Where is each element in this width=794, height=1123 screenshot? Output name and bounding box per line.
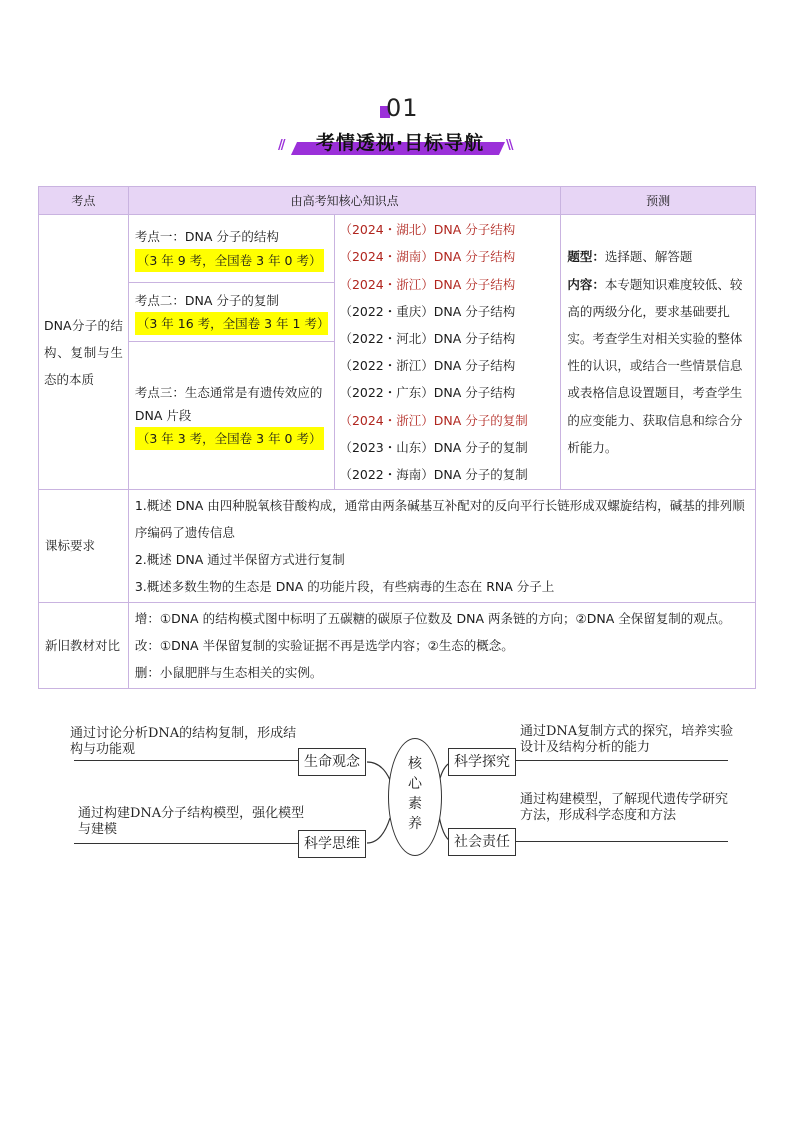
section-title: 考情透视·目标导航 (315, 132, 485, 154)
section-title-banner (280, 128, 520, 158)
table-row (39, 603, 756, 689)
header-topic: 考点 (39, 187, 129, 215)
exam-list-item: （2022・河北）DNA 分子结构 (339, 330, 516, 346)
compare-item-add: 增：①DNA 的结构模式图中标明了五碳糖的碳原子位数及 DNA 两条链的方向；②DNA 全保留复制的观点。 (134, 611, 731, 627)
literacy-text-society: 通过构建模型，了解现代遗传学研究方法，形成科学态度和方法 (520, 792, 729, 823)
point-3-stats: （3 年 3 考，全国卷 3 年 0 考） (135, 427, 324, 450)
curriculum-label: 课标要求 (39, 490, 129, 603)
literacy-text-inquiry: 通过DNA复制方式的探究，培养实验设计及结构分析的能力 (520, 724, 734, 755)
exam-analysis-table (38, 186, 756, 689)
exam-list-item: （2024・浙江）DNA 分子结构 (339, 276, 516, 292)
table-header-row (39, 187, 756, 215)
point-2-stats: （3 年 16 考，全国卷 3 年 1 考） (135, 312, 329, 335)
literacy-box-life: 生命观念 (298, 748, 366, 776)
exam-list-item: （2022・重庆）DNA 分子结构 (339, 303, 516, 319)
literacy-text-thinking: 通过构建DNA分子结构模型，强化模型与建模 (78, 806, 305, 837)
point-3-name: 考点三：生态通常是有遗传效应的 DNA 片段 (134, 385, 323, 424)
exam-list-item: （2024・浙江）DNA 分子的复制 (339, 412, 528, 428)
curriculum-content (128, 490, 755, 603)
exam-list-item: （2022・海南）DNA 分子的复制 (339, 466, 528, 482)
topic-cell: DNA分子的结构、复制与生态的本质 (39, 215, 129, 490)
literacy-line-inquiry (516, 760, 728, 761)
literacy-box-thinking: 科学思维 (298, 830, 366, 858)
literacy-text-life: 通过讨论分析DNA的结构复制，形成结构与功能观 (70, 726, 297, 757)
literacy-box-society: 社会责任 (448, 828, 516, 856)
core-literacy-diagram (70, 718, 735, 860)
compare-item-change: 改：①DNA 半保留复制的实验证据不再是选学内容；②生态的概念。 (134, 638, 514, 654)
literacy-line-thinking (74, 843, 300, 844)
point-1-name: 考点一：DNA 分子的结构 (134, 229, 279, 245)
exam-list-item: （2024・湖北）DNA 分子结构 (339, 222, 516, 238)
point-2-name: 考点二：DNA 分子的复制 (134, 293, 279, 308)
point-1-stats: （3 年 9 考，全国卷 3 年 0 考） (135, 249, 324, 272)
exam-list-cell (335, 215, 561, 490)
exam-list-item: （2024・湖南）DNA 分子结构 (339, 249, 516, 265)
type-value: 选择题、解答题 (604, 249, 693, 265)
section-number-text: 01 (386, 94, 419, 122)
exam-list-item: （2022・浙江）DNA 分子结构 (339, 358, 516, 374)
curriculum-item: 2.概述 DNA 通过半保留方式进行复制 (134, 552, 345, 568)
literacy-line-society (516, 841, 728, 842)
curriculum-item: 1.概述 DNA 由四种脱氧核苷酸构成，通常由两条碱基互补配对的反向平行长链形成双螺旋结构，碱基的排列顺序编码了遗传信息 (134, 498, 745, 541)
left-slash-decoration: // (278, 138, 284, 153)
compare-label: 新旧教材对比 (39, 603, 129, 689)
core-literacy-label: 核心素养 (408, 756, 422, 832)
compare-content (128, 603, 755, 689)
table-row (39, 215, 756, 283)
point-2-cell (128, 283, 335, 342)
header-prediction: 预测 (561, 187, 756, 215)
point-3-cell (128, 342, 335, 490)
prediction-text (567, 243, 749, 461)
section-number (380, 94, 440, 124)
compare-item-delete: 删：小鼠肥胖与生态相关的实例。 (134, 665, 323, 681)
point-1-cell (128, 215, 335, 283)
exam-list-item: （2022・广东）DNA 分子结构 (339, 385, 516, 401)
content-value: 本专题知识难度较低、较高的两级分化，要求基础要扎实。考查学生对相关实验的整体性的认识，或结合一些情景信息或表格信息设置题目，考查学生的应变能力、获取信息和综合分析能力。 (567, 276, 743, 455)
table-row (39, 490, 756, 603)
curriculum-item: 3.概述多数生物的生态是 DNA 的功能片段，有些病毒的生态在 RNA 分子上 (134, 579, 555, 595)
exam-list (339, 216, 556, 488)
literacy-box-inquiry: 科学探究 (448, 748, 516, 776)
right-slash-decoration: \\ (506, 138, 512, 153)
header-knowledge: 由高考知核心知识点 (128, 187, 561, 215)
prediction-cell (561, 215, 756, 490)
type-label: 题型： (567, 249, 605, 265)
exam-list-item: （2023・山东）DNA 分子的复制 (339, 439, 528, 455)
content-label: 内容： (567, 276, 605, 292)
literacy-line-life (74, 760, 300, 761)
